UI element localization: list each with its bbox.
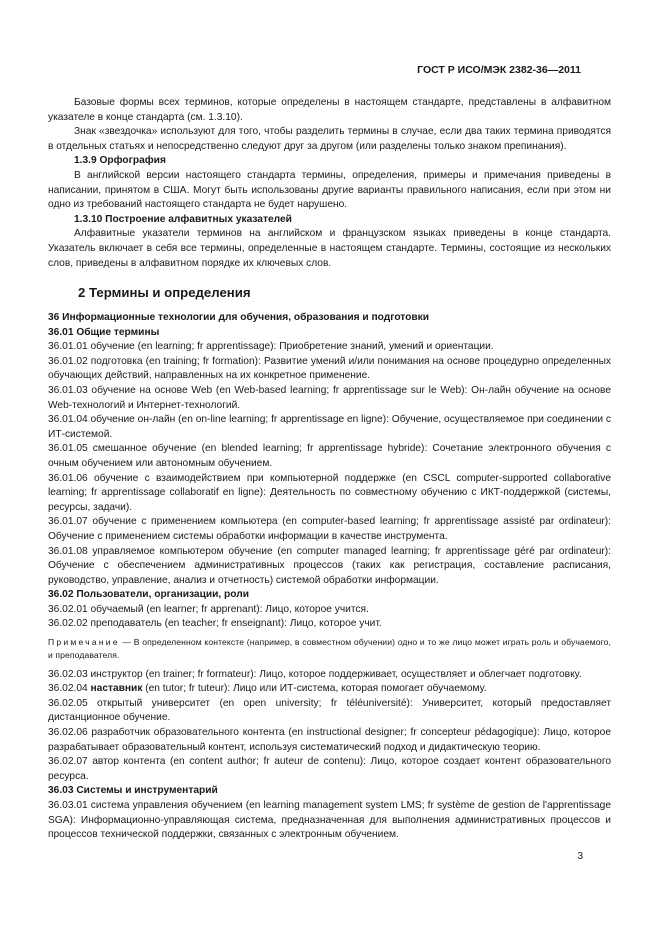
term-definition: (en tutor; fr tuteur): Лицо или ИТ-система, которая помогает обучаемому. (142, 683, 487, 695)
intro-paragraph-1: Базовые формы всех терминов, которые определены в настоящем стандарте, представлены в алфавитном указателе в конце стандарта (см. 1.3.10). (48, 97, 611, 123)
term-entry (48, 682, 611, 697)
heading-1-3-9: 1.3.9 Орфография (74, 155, 166, 167)
term-entry: 36.01.05 смешанное обучение (en blended learning; fr apprentissage hybride): Сочетание электронного обучения с очным обучением или автономным обучением. (48, 443, 611, 469)
note-text: — В определенном контексте (например, в совместном обучении) одно и то же лицо может играть роль и обучаемого, и преподавателя. (48, 637, 611, 660)
section-2-title-block (48, 286, 611, 301)
term-entry: 36.02.07 автор контента (en content author; fr auteur de contenu): Лицо, которое создает контент образовательного ресурса. (48, 756, 611, 782)
note (48, 636, 611, 662)
term-entry: 36.01.01 обучение (en learning; fr apprentissage): Приобретение знаний, умений и ориентации. (48, 341, 494, 353)
standard-header: ГОСТ Р ИСО/МЭК 2382-36—2011 (417, 64, 581, 76)
heading-1-3-10: 1.3.10 Построение алфавитных указателей (74, 213, 292, 225)
term-entry: 36.02.02 преподаватель (en teacher; fr enseignant): Лицо, которое учит. (48, 618, 382, 630)
intro-paragraph-2: Знак «звездочка» используют для того, чтобы разделить термины в случае, если два таких термина приводятся в отдельных статьях и непосредственно следуют друг за другом (или разделены только знаком препинания). (48, 126, 611, 152)
term-name-bold: наставник (90, 683, 143, 695)
term-entry: 36.02.03 инструктор (en trainer; fr formateur): Лицо, которое поддерживает, осуществляет и облегчает подготовку. (48, 668, 582, 680)
term-entry: 36.02.01 обучаемый (en learner; fr apprenant): Лицо, которое учится. (48, 603, 369, 615)
term-entry: 36.01.06 обучение с взаимодействием при компьютерной поддержке (en CSCL computer-supported collaborative learning; fr apprentissage collaboratif en ligne): Деятельность по совместному обучению с ИКТ-поддержкой (системы, ресурсы, задачи). (48, 472, 611, 513)
term-entry: 36.01.03 обучение на основе Web (en Web-based learning; fr apprentissage sur le Web): Он-лайн обучение на основе Web-технологий и Интернет-технологий. (48, 384, 611, 411)
subsection-36-01-heading: 36.01 Общие термины (48, 326, 160, 338)
term-entry: 36.01.02 подготовка (en training; fr formation): Развитие умений и/или понимания на основе процедурно определенных обучающих действий, направленных на их конкретное применение. (48, 355, 611, 382)
intro-paragraph-3: В английской версии настоящего стандарта термины, определения, примеры и примечания приведены в написании, принятом в США. Могут быть использованы другие варианты правильного написания, если при этом ни одно из требований настоящего стандарта не будет нарушено. (48, 169, 611, 211)
group-36-heading: 36 Информационные технологии для обучения, образования и подготовки (48, 312, 430, 323)
note-label: Примечание (48, 637, 120, 648)
section-2-title: 2 Термины и определения (78, 285, 251, 300)
term-number: 36.02.04 (48, 683, 91, 695)
term-entry: 36.02.06 разработчик образовательного контента (en instructional designer; fr concepteur pédagogique): Лицо, которое разрабатывает образовательный контент, используя систематический подход и дидактическую теорию. (48, 727, 611, 753)
subsection-36-02-heading: 36.02 Пользователи, организации, роли (48, 589, 249, 601)
term-entry: 36.03.01 система управления обучением (en learning management system LMS; fr système de gestion de l'apprentissage SGA): Информационно-управляющая система, предназначенная для выполнения административных процессов и процессов технической поддержки, связанных с электронным обучением. (48, 800, 611, 841)
intro-block (48, 96, 611, 271)
term-entry: 36.01.08 управляемое компьютером обучение (en computer managed learning; fr apprentissage géré par ordinateur): Обучение с обеспечением административных процессов (таких как регистрация, составление расписания, руководство, управление, анализ и отчетность) системой обработки информации. (48, 545, 611, 586)
term-entry: 36.02.05 открытый университет (en open university; fr téléuniversité): Университет, который предоставляет дистанционное обучение. (48, 697, 611, 724)
term-entry: 36.01.04 обучение он-лайн (en on-line learning; fr apprentissage en ligne): Обучение, осуществляемое при соединении с ИТ-системой. (48, 414, 611, 440)
subsection-36-03-heading: 36.03 Системы и инструментарий (48, 785, 218, 797)
terms-block (48, 311, 611, 843)
term-entry: 36.01.07 обучение с применением компьютера (en computer-based learning; fr apprentissage assisté par ordinateur): Обучение с применением системы обработки информации в качестве инструмента. (48, 516, 611, 542)
intro-paragraph-4: Алфавитные указатели терминов на английском и французском языках приведены в конце стандарта. Указатель включает в себя все термины, определенные в настоящем стандарте. Термины, состоящие из нескольких слов, приведены в алфавитном порядке их ключевых слов. (48, 228, 611, 269)
page-number: 3 (577, 851, 583, 862)
